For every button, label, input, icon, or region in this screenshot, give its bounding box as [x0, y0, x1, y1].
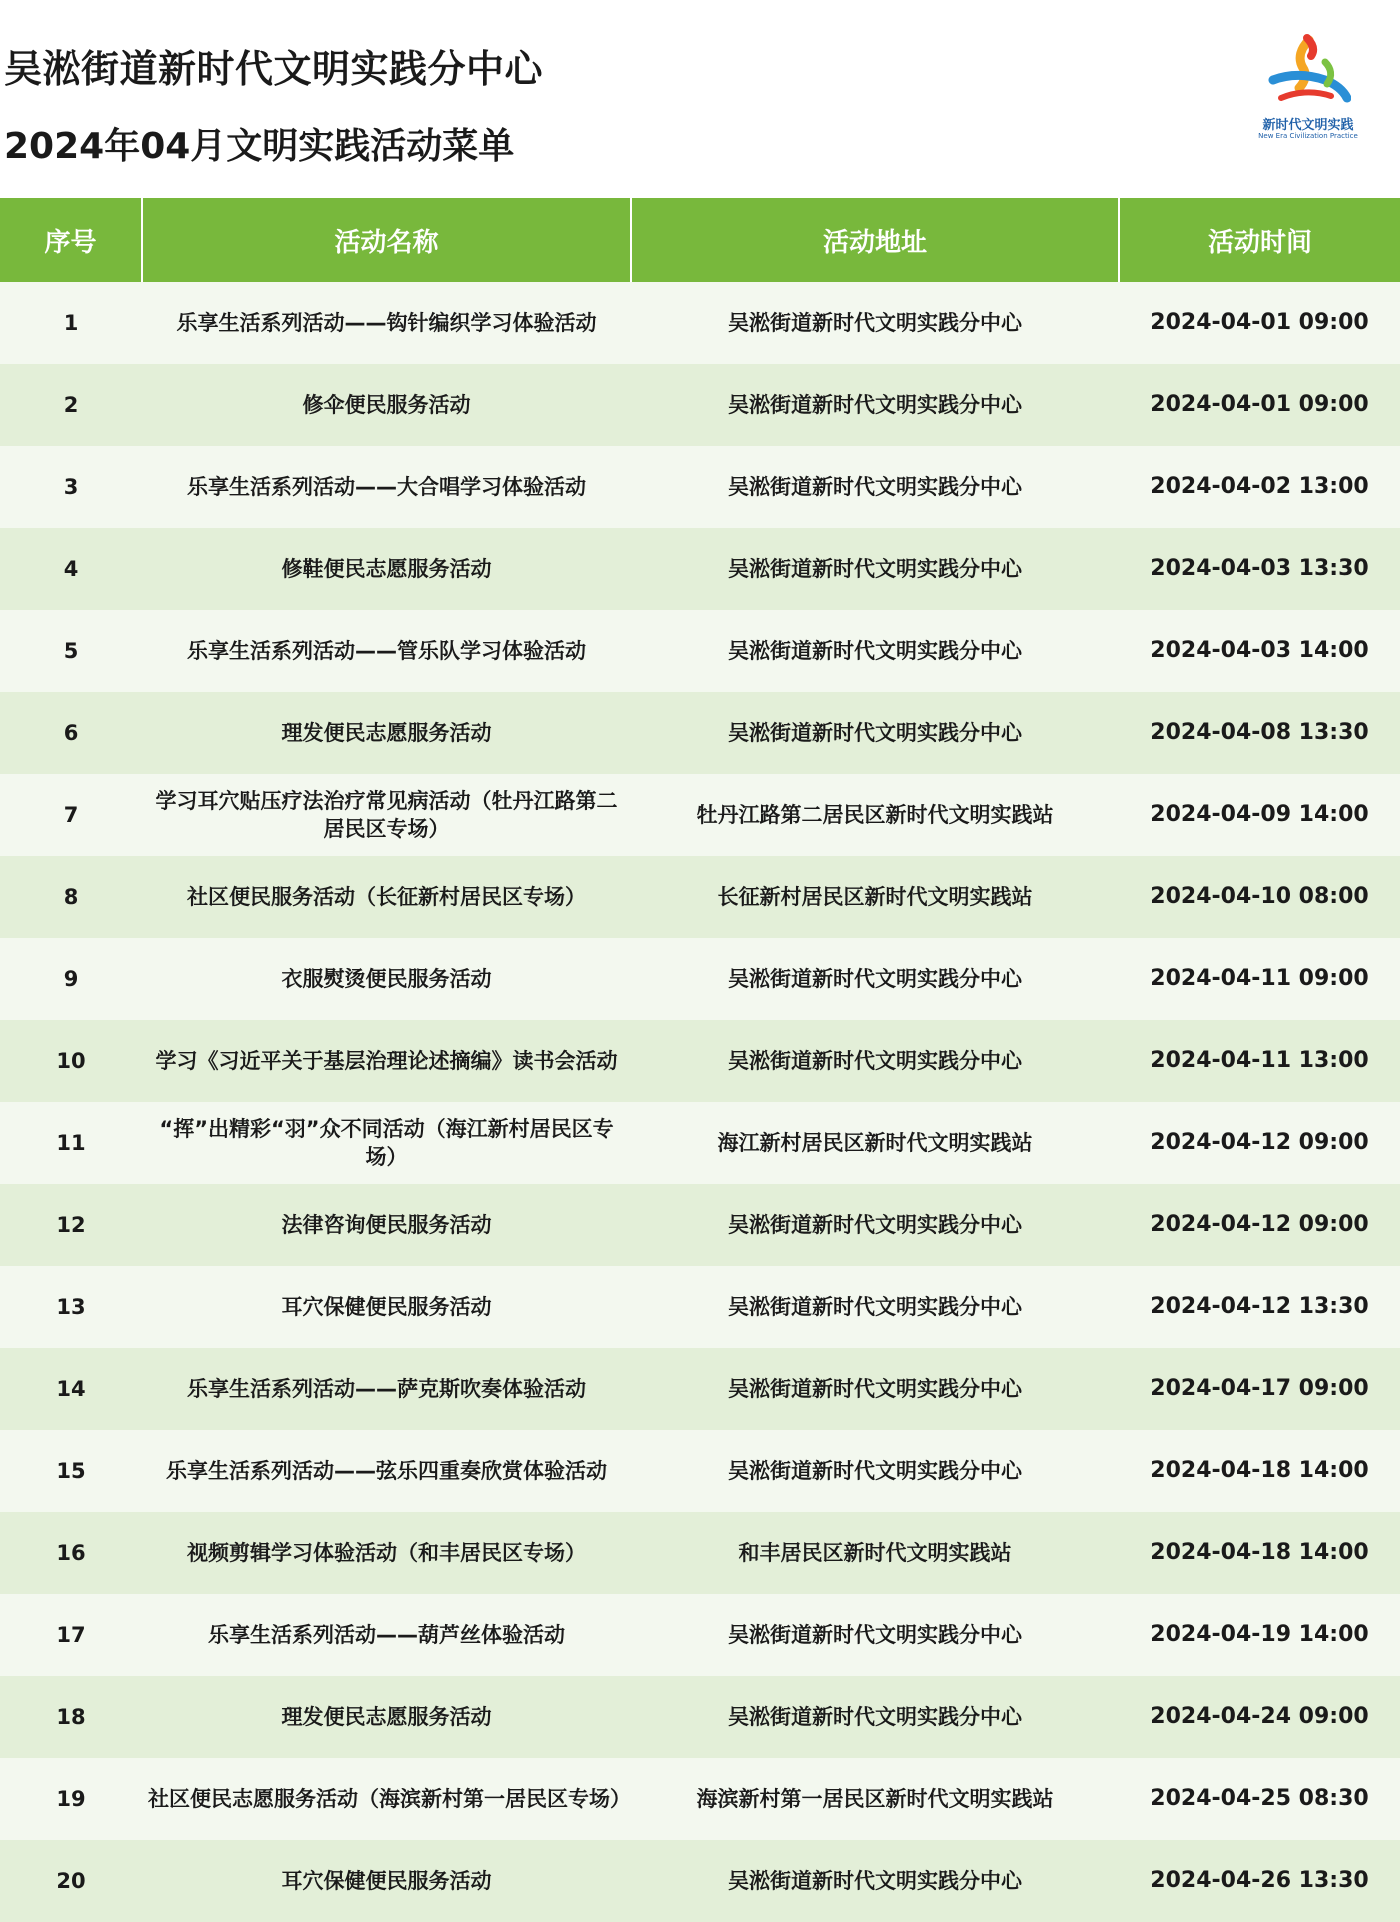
cell-activity-place: 吴淞街道新时代文明实践分中心: [631, 1430, 1119, 1512]
cell-no: 2: [0, 364, 142, 446]
cell-no: 6: [0, 692, 142, 774]
cell-activity-name: 乐享生活系列活动——大合唱学习体验活动: [142, 446, 631, 528]
cell-activity-time: 2024-04-17 09:00: [1119, 1348, 1400, 1430]
cell-activity-name: 耳穴保健便民服务活动: [142, 1840, 631, 1922]
cell-activity-name: 乐享生活系列活动——葫芦丝体验活动: [142, 1594, 631, 1676]
table-row: [0, 1594, 1400, 1676]
page-subtitle: 2024年04月文明实践活动菜单: [4, 126, 515, 167]
cell-activity-time: 2024-04-12 09:00: [1119, 1184, 1400, 1266]
logo-subtext: New Era Civilization Practice: [1258, 132, 1358, 140]
cell-activity-name: 理发便民志愿服务活动: [142, 1676, 631, 1758]
cell-activity-name: 理发便民志愿服务活动: [142, 692, 631, 774]
page-title: 吴淞街道新时代文明实践分中心: [4, 47, 544, 91]
table-header: [0, 198, 1400, 282]
table-row: [0, 282, 1400, 364]
column-header-place: 活动地址: [631, 198, 1119, 282]
table-row: [0, 1430, 1400, 1512]
cell-activity-name: 视频剪辑学习体验活动（和丰居民区专场）: [142, 1512, 631, 1594]
cell-activity-time: 2024-04-03 14:00: [1119, 610, 1400, 692]
table-row: [0, 1020, 1400, 1102]
cell-no: 19: [0, 1758, 142, 1840]
cell-activity-place: 吴淞街道新时代文明实践分中心: [631, 1266, 1119, 1348]
cell-no: 8: [0, 856, 142, 938]
cell-activity-time: 2024-04-19 14:00: [1119, 1594, 1400, 1676]
cell-activity-place: 吴淞街道新时代文明实践分中心: [631, 1676, 1119, 1758]
cell-no: 18: [0, 1676, 142, 1758]
cell-activity-place: 吴淞街道新时代文明实践分中心: [631, 1184, 1119, 1266]
cell-activity-time: 2024-04-09 14:00: [1119, 774, 1400, 856]
cell-activity-place: 牡丹江路第二居民区新时代文明实践站: [631, 774, 1119, 856]
cell-activity-time: 2024-04-08 13:30: [1119, 692, 1400, 774]
table-row: [0, 528, 1400, 610]
cell-no: 3: [0, 446, 142, 528]
cell-activity-name: 乐享生活系列活动——弦乐四重奏欣赏体验活动: [142, 1430, 631, 1512]
cell-activity-time: 2024-04-01 09:00: [1119, 364, 1400, 446]
cell-activity-time: 2024-04-11 13:00: [1119, 1020, 1400, 1102]
cell-activity-place: 吴淞街道新时代文明实践分中心: [631, 528, 1119, 610]
cell-no: 1: [0, 282, 142, 364]
cell-activity-time: 2024-04-10 08:00: [1119, 856, 1400, 938]
cell-activity-place: 吴淞街道新时代文明实践分中心: [631, 1594, 1119, 1676]
cell-no: 14: [0, 1348, 142, 1430]
cell-activity-time: 2024-04-24 09:00: [1119, 1676, 1400, 1758]
cell-activity-name: 衣服熨烫便民服务活动: [142, 938, 631, 1020]
cell-activity-time: 2024-04-26 13:30: [1119, 1840, 1400, 1922]
table-row: [0, 938, 1400, 1020]
column-header-name: 活动名称: [142, 198, 631, 282]
cell-activity-name: 社区便民志愿服务活动（海滨新村第一居民区专场）: [142, 1758, 631, 1840]
cell-no: 11: [0, 1102, 142, 1184]
cell-activity-name: 学习《习近平关于基层治理论述摘编》读书会活动: [142, 1020, 631, 1102]
cell-activity-name: 乐享生活系列活动——钩针编织学习体验活动: [142, 282, 631, 364]
cell-activity-time: 2024-04-25 08:30: [1119, 1758, 1400, 1840]
table-row: [0, 1102, 1400, 1184]
cell-activity-time: 2024-04-12 09:00: [1119, 1102, 1400, 1184]
cell-activity-time: 2024-04-11 09:00: [1119, 938, 1400, 1020]
cell-activity-name: 修伞便民服务活动: [142, 364, 631, 446]
page-header: [0, 0, 1400, 200]
cell-no: 20: [0, 1840, 142, 1922]
table-row: [0, 1676, 1400, 1758]
column-header-no: 序号: [0, 198, 142, 282]
cell-activity-place: 长征新村居民区新时代文明实践站: [631, 856, 1119, 938]
table-row: [0, 1758, 1400, 1840]
civilization-practice-logo: [1238, 30, 1378, 150]
cell-activity-place: 吴淞街道新时代文明实践分中心: [631, 1840, 1119, 1922]
cell-no: 13: [0, 1266, 142, 1348]
table-row: [0, 1184, 1400, 1266]
table-row: [0, 1840, 1400, 1922]
table-row: [0, 692, 1400, 774]
cell-no: 17: [0, 1594, 142, 1676]
cell-no: 7: [0, 774, 142, 856]
cell-no: 5: [0, 610, 142, 692]
table-row: [0, 774, 1400, 856]
cell-activity-time: 2024-04-18 14:00: [1119, 1512, 1400, 1594]
cell-activity-name: 法律咨询便民服务活动: [142, 1184, 631, 1266]
cell-activity-place: 和丰居民区新时代文明实践站: [631, 1512, 1119, 1594]
cell-activity-place: 海江新村居民区新时代文明实践站: [631, 1102, 1119, 1184]
table-header-row: [0, 198, 1400, 282]
logo-text: 新时代文明实践: [1262, 118, 1354, 133]
table-row: [0, 1348, 1400, 1430]
cell-no: 16: [0, 1512, 142, 1594]
cell-activity-time: 2024-04-12 13:30: [1119, 1266, 1400, 1348]
table-row: [0, 856, 1400, 938]
table-body: [0, 282, 1400, 1922]
table-row: [0, 610, 1400, 692]
cell-activity-place: 吴淞街道新时代文明实践分中心: [631, 692, 1119, 774]
cell-activity-place: 吴淞街道新时代文明实践分中心: [631, 364, 1119, 446]
cell-activity-place: 吴淞街道新时代文明实践分中心: [631, 610, 1119, 692]
activity-menu-table: [0, 198, 1400, 1922]
cell-activity-time: 2024-04-03 13:30: [1119, 528, 1400, 610]
table-row: [0, 1512, 1400, 1594]
cell-activity-place: 吴淞街道新时代文明实践分中心: [631, 1020, 1119, 1102]
cell-activity-name: “挥”出精彩“羽”众不同活动（海江新村居民区专场）: [142, 1102, 631, 1184]
cell-no: 9: [0, 938, 142, 1020]
cell-activity-time: 2024-04-18 14:00: [1119, 1430, 1400, 1512]
cell-activity-name: 社区便民服务活动（长征新村居民区专场）: [142, 856, 631, 938]
cell-no: 4: [0, 528, 142, 610]
cell-activity-place: 海滨新村第一居民区新时代文明实践站: [631, 1758, 1119, 1840]
cell-no: 10: [0, 1020, 142, 1102]
cell-activity-time: 2024-04-01 09:00: [1119, 282, 1400, 364]
cell-activity-name: 耳穴保健便民服务活动: [142, 1266, 631, 1348]
cell-activity-name: 乐享生活系列活动——萨克斯吹奏体验活动: [142, 1348, 631, 1430]
cell-activity-time: 2024-04-02 13:00: [1119, 446, 1400, 528]
cell-activity-name: 学习耳穴贴压疗法治疗常见病活动（牡丹江路第二居民区专场）: [142, 774, 631, 856]
cell-activity-name: 乐享生活系列活动——管乐队学习体验活动: [142, 610, 631, 692]
column-header-time: 活动时间: [1119, 198, 1400, 282]
logo-mark-icon: [1265, 34, 1351, 114]
cell-activity-place: 吴淞街道新时代文明实践分中心: [631, 282, 1119, 364]
cell-no: 12: [0, 1184, 142, 1266]
table-row: [0, 1266, 1400, 1348]
cell-activity-place: 吴淞街道新时代文明实践分中心: [631, 446, 1119, 528]
cell-activity-place: 吴淞街道新时代文明实践分中心: [631, 938, 1119, 1020]
cell-activity-name: 修鞋便民志愿服务活动: [142, 528, 631, 610]
table-row: [0, 364, 1400, 446]
cell-activity-place: 吴淞街道新时代文明实践分中心: [631, 1348, 1119, 1430]
table-row: [0, 446, 1400, 528]
cell-no: 15: [0, 1430, 142, 1512]
